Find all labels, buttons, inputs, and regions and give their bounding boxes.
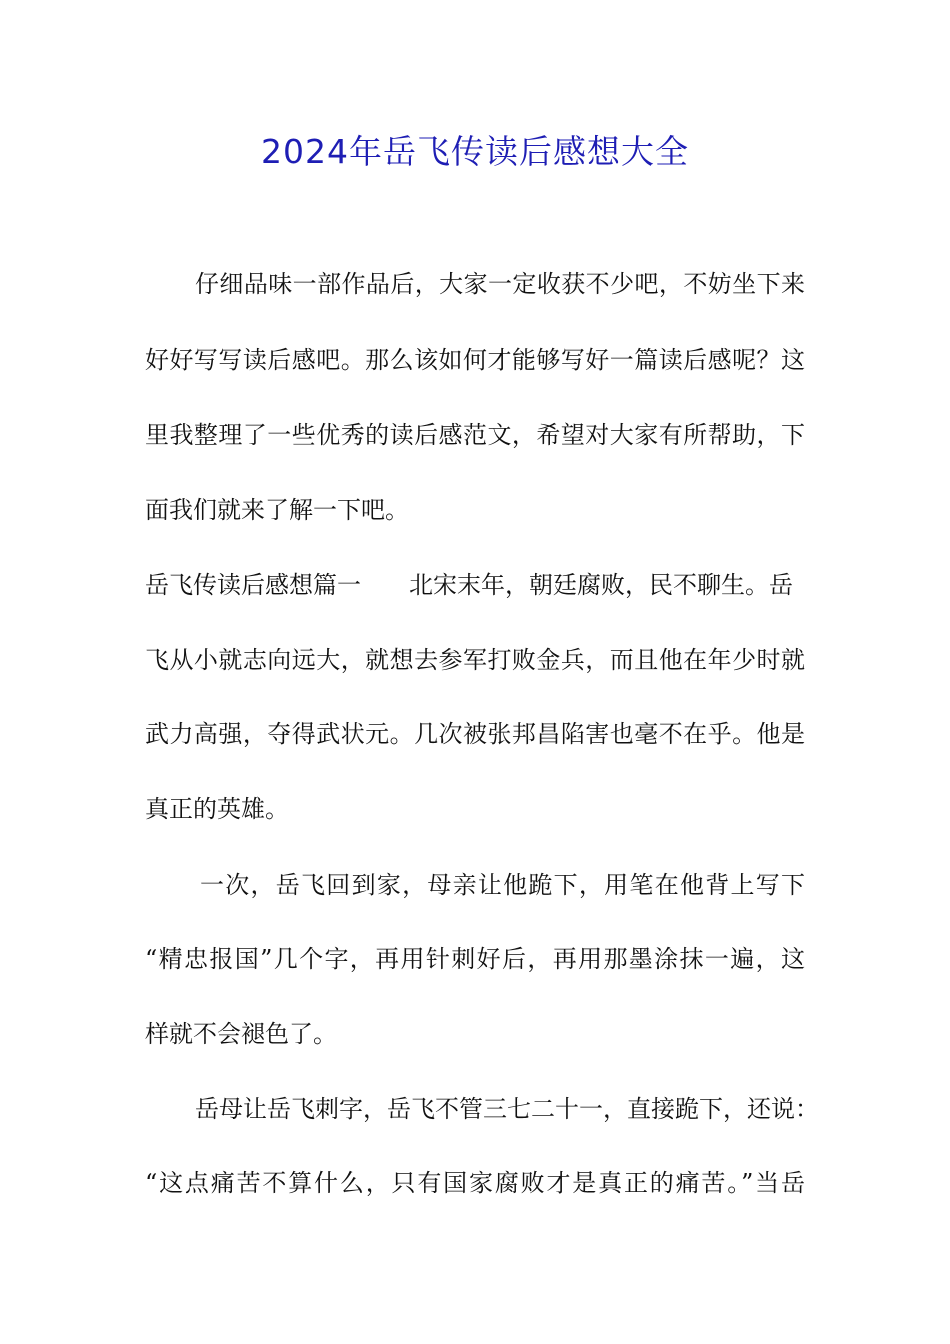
paragraph2-line-2: “精忠报国”几个字，再用针刺好后，再用那墨涂抹一遍，这 [145, 945, 805, 973]
paragraph2-line-3: 样就不会褪色了。 [145, 1020, 337, 1048]
intro-line-2: 好好写写读后感吧。那么该如何才能够写好一篇读后感呢？这 [145, 346, 805, 374]
paragraph3-line-2: “这点痛苦不算什么，只有国家腐败才是真正的痛苦。”当岳 [145, 1169, 805, 1197]
intro-line-4: 面我们就来了解一下吧。 [145, 496, 409, 524]
paragraph3-line-1: 岳母让岳飞刺字，岳飞不管三七二十一，直接跪下，还说： [195, 1095, 819, 1123]
section1-heading: 岳飞传读后感想篇一 [145, 571, 361, 599]
section1-first-line [145, 569, 805, 601]
paragraph2-line-1: 一次，岳飞回到家，母亲让他跪下，用笔在他背上写下 [200, 871, 805, 899]
section1-line-4: 真正的英雄。 [145, 795, 289, 823]
document-title: 2024年岳飞传读后感想大全 [261, 132, 689, 171]
intro-line-1: 仔细品味一部作品后，大家一定收获不少吧，不妨坐下来 [195, 270, 805, 298]
intro-line-3: 里我整理了一些优秀的读后感范文，希望对大家有所帮助，下 [145, 421, 805, 449]
section1-line-3: 武力高强，夺得武状元。几次被张邦昌陷害也毫不在乎。他是 [145, 720, 805, 748]
section1-first-line-text: 北宋末年，朝廷腐败，民不聊生。岳 [409, 571, 793, 599]
section1-line-2: 飞从小就志向远大，就想去参军打败金兵，而且他在年少时就 [145, 646, 805, 674]
